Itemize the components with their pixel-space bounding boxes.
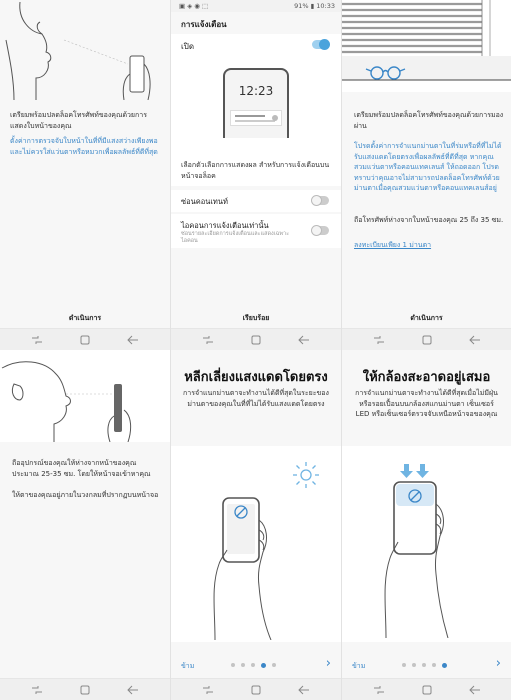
next-arrow-icon[interactable]: › (495, 656, 501, 671)
lockscreen-preview-area (171, 56, 341, 186)
back-icon[interactable] (468, 684, 482, 696)
intro-text: เตรียมพร้อมปลดล็อคโทรศัพท์ของคุณด้วยการมองผ่าน (354, 111, 504, 130)
face-recognition-intro-panel (0, 0, 170, 350)
phone-preview (223, 68, 289, 138)
page-dot-active (442, 663, 447, 668)
eye-circle-instruction: ให้ตาของคุณอยู่ภายในวงกลมที่ปรากฏบนหน้าจอ (12, 491, 159, 499)
tip-text: ตั้งค่าการตรวจจับใบหน้าในที่ที่มีแสงสว่างเพียงพอและไม่ควรใส่แว่นตาหรือหมวกเพื่อผลลัพธ์ที่ดีที่สุด (10, 137, 158, 156)
hide-content-label: ซ่อนคอนเทนท์ (181, 197, 228, 206)
illustration-area (342, 446, 511, 642)
navigation-bar (0, 678, 170, 700)
hide-content-row[interactable] (171, 190, 341, 212)
distance-instruction: ถืออุปกรณ์ของคุณให้ห่างจากหน้าของคุณประมาณ 25-35 ซม. โดยให้หน้าจอเข้าหาคุณ (12, 459, 151, 478)
back-icon[interactable] (126, 334, 140, 346)
tip-body: การจำแนกม่านตาจะทำงานได้ดีที่สุดเมื่อไม่มีฝุ่นหรือรอยเปื้อนบนกล้องสแกนม่านตา เซ็นเซอร์ LED หรือเซ็นเซอร์ตรวจจับเหนือหน้าจอของคุณ (355, 389, 498, 418)
page-dot (402, 663, 406, 667)
preview-notification (230, 110, 282, 126)
home-icon[interactable] (78, 684, 92, 696)
navigation-bar (342, 328, 511, 350)
status-bar (171, 0, 341, 12)
skip-button[interactable]: ข้าม (181, 662, 195, 670)
home-icon[interactable] (78, 334, 92, 346)
distance-text: ถือโทรศัพท์ห่างจากใบหน้าของคุณ 25 ถึง 35 ซม. (354, 216, 504, 224)
icons-only-label: ไอคอนการแจ้งเตือนเท่านั้น (181, 221, 269, 230)
keep-camera-clean-panel (341, 350, 511, 700)
notification-settings-panel (170, 0, 341, 350)
icons-only-toggle[interactable] (312, 226, 329, 235)
arrow-down-icon (400, 464, 429, 478)
tip-heading: ให้กล้องสะอาดอยู่เสมอ (362, 370, 491, 385)
page-dot (272, 663, 276, 667)
navigation-bar (0, 328, 170, 350)
continue-button[interactable]: ดำเนินการ (68, 314, 102, 322)
tip-body: การจำแนกม่านตาจะทำงานได้ดีที่สุดในระยะของม่านตาของคุณในที่ที่ไม่ได้รับแสงแดดโดยตรง (183, 389, 329, 408)
skip-button[interactable]: ข้าม (352, 662, 366, 670)
preview-clock: 12:23 (238, 84, 274, 98)
page-title: การแจ้งเตือน (181, 20, 227, 29)
home-icon[interactable] (249, 684, 263, 696)
holding-phone-illustration (0, 350, 170, 442)
navigation-bar (171, 328, 341, 350)
iris-scanner-intro-panel (341, 0, 511, 350)
sun-icon (291, 460, 321, 490)
icons-only-row[interactable] (171, 214, 341, 248)
recent-apps-icon[interactable] (201, 684, 215, 696)
register-one-iris-link[interactable]: ลงทะเบียนเพียง 1 ม่านตา (354, 241, 432, 249)
back-icon[interactable] (126, 684, 140, 696)
page-dot (251, 663, 255, 667)
preview-description: เลือกตัวเลือกการแสดงผล สำหรับการแจ้งเตือนบนหน้าจอล็อค (181, 161, 330, 180)
recent-apps-icon[interactable] (30, 334, 44, 346)
avoid-sunlight-panel (170, 350, 341, 700)
face-profile-illustration (0, 0, 170, 100)
hide-content-toggle[interactable] (312, 196, 329, 205)
intro-text: เตรียมพร้อมปลดล็อคโทรศัพท์ของคุณด้วยการแสดงใบหน้าของคุณ (10, 111, 147, 130)
page-dot-active (261, 663, 266, 668)
master-switch-label: เปิด (181, 42, 195, 51)
icons-only-toggle-knob (311, 225, 322, 236)
recent-apps-icon[interactable] (372, 334, 386, 346)
page-dot (422, 663, 426, 667)
master-switch-row[interactable] (171, 34, 341, 56)
status-icons: ▣ ◈ ◉ ⬚ (179, 2, 209, 10)
back-icon[interactable] (297, 684, 311, 696)
home-icon[interactable] (420, 684, 434, 696)
page-dot (432, 663, 436, 667)
navigation-bar (342, 678, 511, 700)
page-indicator (231, 663, 276, 668)
next-arrow-icon[interactable]: › (325, 656, 331, 671)
done-button[interactable]: เรียบร้อย (242, 314, 270, 322)
recent-apps-icon[interactable] (30, 684, 44, 696)
page-dot (412, 663, 416, 667)
page-indicator (402, 663, 447, 668)
hand-holding-phone-illustration (368, 458, 488, 638)
icons-only-sub: ซ่อนรายละเอียดการแจ้งเตือนและแสดงเฉพาะไอคอน (181, 231, 290, 244)
iris-distance-instruction-panel (0, 350, 170, 700)
illustration-area (171, 446, 341, 642)
master-toggle-knob (319, 39, 330, 50)
hide-content-toggle-knob (311, 195, 322, 206)
back-icon[interactable] (468, 334, 482, 346)
home-icon[interactable] (249, 334, 263, 346)
home-icon[interactable] (420, 334, 434, 346)
page-dot (231, 663, 235, 667)
recent-apps-icon[interactable] (201, 334, 215, 346)
tip-heading: หลีกเลี่ยงแสงแดดโดยตรง (184, 370, 328, 385)
master-toggle[interactable] (312, 40, 329, 49)
back-icon[interactable] (297, 334, 311, 346)
tip-text: โปรดตั้งค่าการจำแนกม่านตาในที่ร่มหรือที่ที่ไม่ได้รับแสงแดดโดยตรงเพื่อผลลัพธ์ที่ดีที่สุด หากคุณสวมแว่นตาหรือคอนแทคเลนส์ ให้ถอดออก โปรดทราบว่าคุณอาจไม่สามารถปลดล็อคโทรศัพท์ด้วยม่านตาเมื่อคุณสวมแว่นตาหรือคอนแทคเลนส์อยู่ (354, 142, 502, 192)
page-dot (241, 663, 245, 667)
status-battery-time: 91% ▮ 10:33 (294, 2, 335, 10)
navigation-bar (171, 678, 341, 700)
continue-button[interactable]: ดำเนินการ (410, 314, 443, 322)
hand-holding-phone-illustration (201, 490, 321, 640)
iris-illustration (342, 0, 511, 92)
recent-apps-icon[interactable] (372, 684, 386, 696)
